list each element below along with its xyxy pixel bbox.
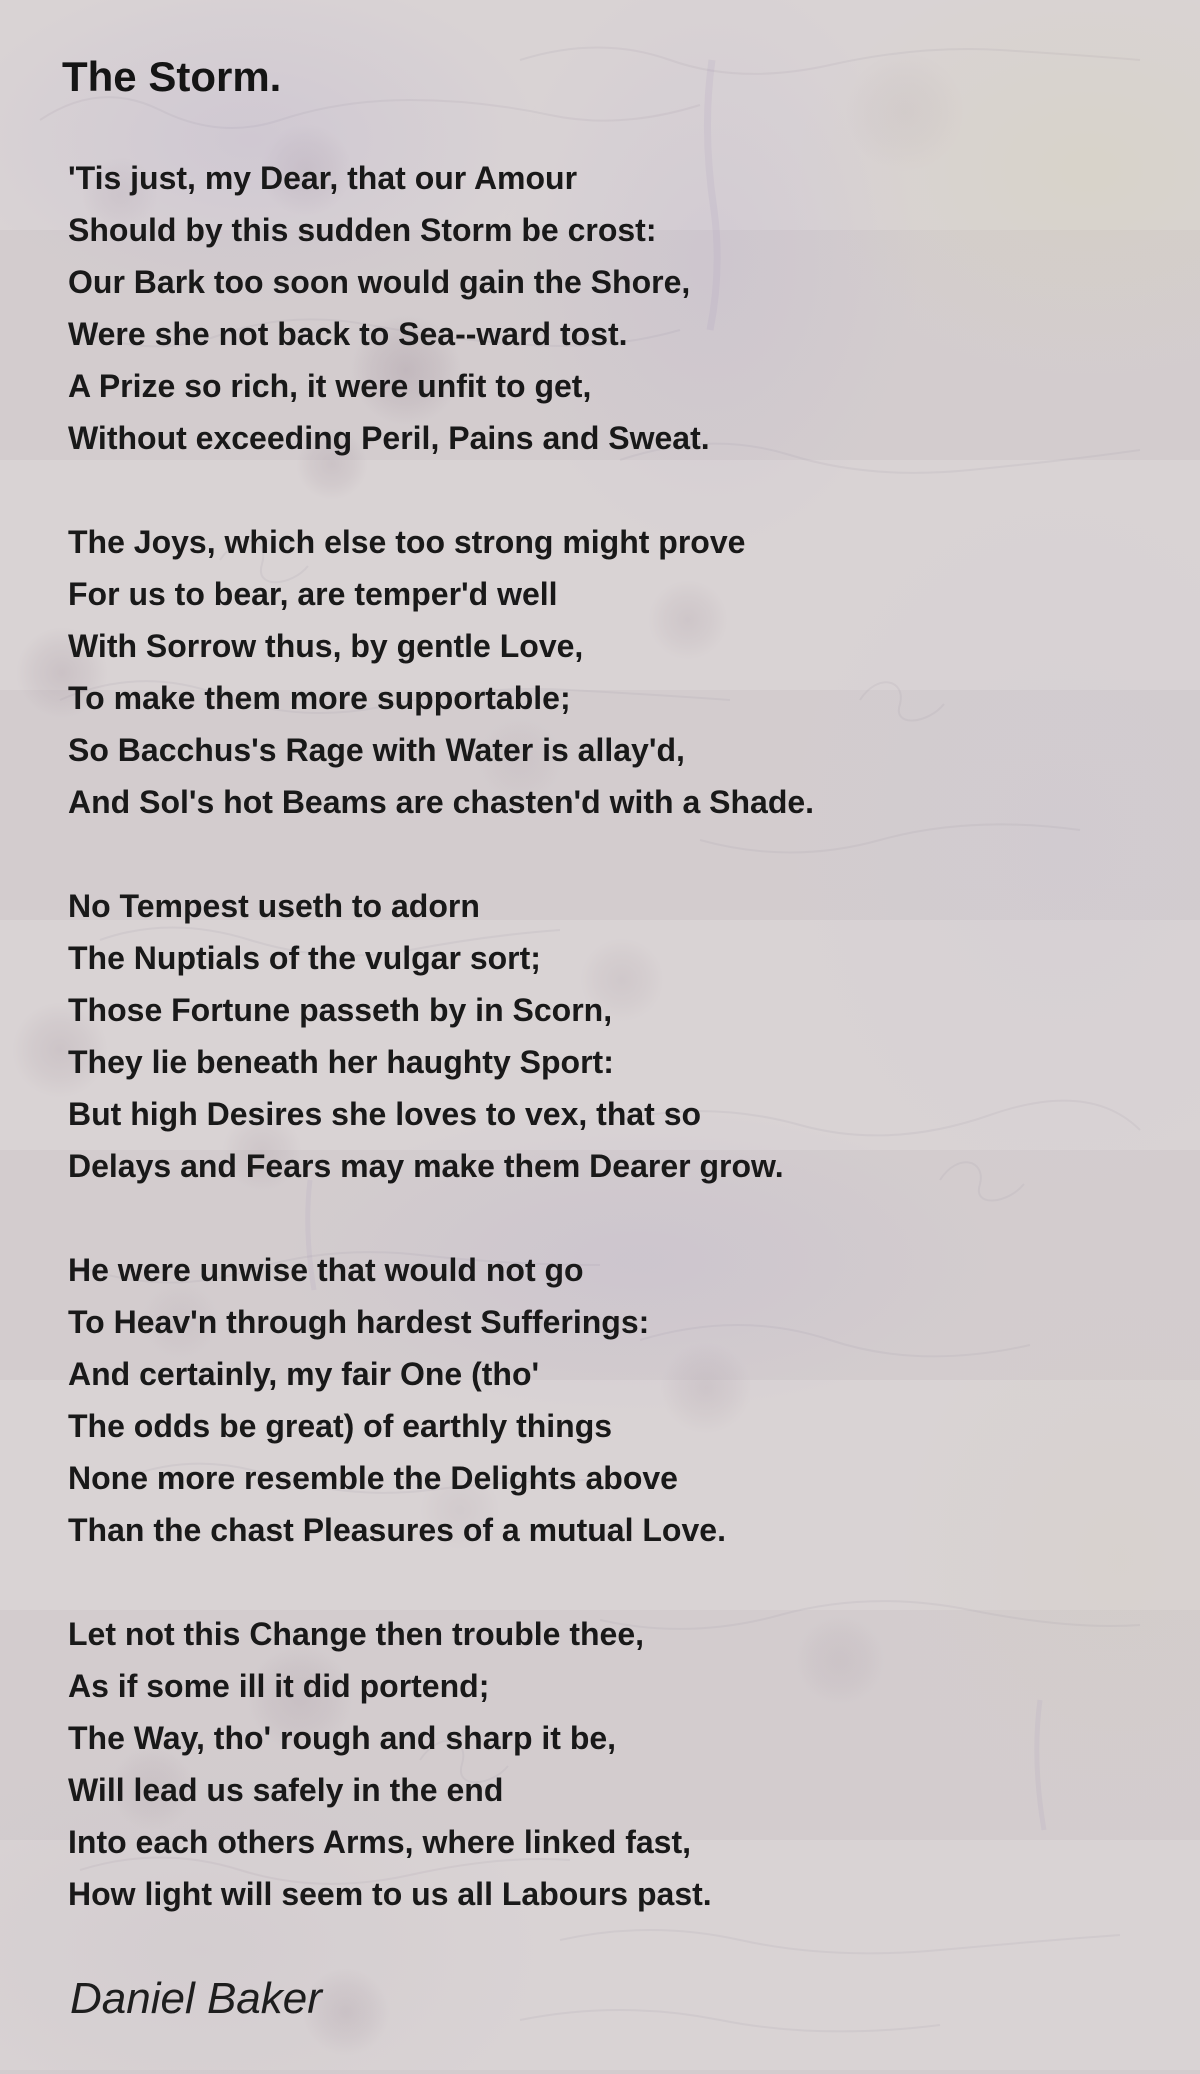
stanza-gap (68, 828, 814, 880)
poem-line: Into each others Arms, where linked fast, (68, 1824, 691, 1860)
poem-line: They lie beneath her haughty Sport: (68, 1044, 614, 1080)
poem-author: Daniel Baker (70, 1974, 322, 2023)
stanza-gap (68, 1192, 814, 1244)
poem-line: For us to bear, are temper'd well (68, 576, 558, 612)
stanza-gap (68, 464, 814, 516)
poem-line: But high Desires she loves to vex, that so (68, 1096, 702, 1132)
poem-line: With Sorrow thus, by gentle Love, (68, 628, 584, 664)
poem-line: Without exceeding Peril, Pains and Sweat. (68, 420, 710, 456)
poem-line: To make them more supportable; (68, 680, 571, 716)
poem-line: Our Bark too soon would gain the Shore, (68, 264, 691, 300)
poem-line: Will lead us safely in the end (68, 1772, 504, 1808)
poem-line: Were she not back to Sea--ward tost. (68, 316, 628, 352)
poem-line: Those Fortune passeth by in Scorn, (68, 992, 613, 1028)
poem-title: The Storm. (62, 53, 282, 100)
poem-line: 'Tis just, my Dear, that our Amour (68, 160, 578, 196)
poem-line: He were unwise that would not go (68, 1252, 584, 1288)
poem-line: The Joys, which else too strong might prove (68, 524, 746, 560)
poem-line: The Nuptials of the vulgar sort; (68, 940, 541, 976)
poem-line: Let not this Change then trouble thee, (68, 1616, 644, 1652)
poem-line: Than the chast Pleasures of a mutual Love. (68, 1512, 726, 1548)
poem-line: And certainly, my fair One (tho' (68, 1356, 540, 1392)
poem-line: Should by this sudden Storm be crost: (68, 212, 657, 248)
poem-line: None more resemble the Delights above (68, 1460, 678, 1496)
poem-stanzas (68, 152, 814, 1920)
poem-line: The odds be great) of earthly things (68, 1408, 613, 1444)
poem-line: And Sol's hot Beams are chasten'd with a Shade. (68, 784, 815, 820)
poem-line: As if some ill it did portend; (68, 1668, 490, 1704)
poem-line: Delays and Fears may make them Dearer grow. (68, 1148, 784, 1184)
poem-line: The Way, tho' rough and sharp it be, (68, 1720, 617, 1756)
stanza-gap (68, 1556, 814, 1608)
poem-line: So Bacchus's Rage with Water is allay'd, (68, 732, 685, 768)
poem-line: No Tempest useth to adorn (68, 888, 480, 924)
poem-line: How light will seem to us all Labours past. (68, 1876, 712, 1912)
poem-line: To Heav'n through hardest Sufferings: (68, 1304, 650, 1340)
poem-line: A Prize so rich, it were unfit to get, (68, 368, 592, 404)
